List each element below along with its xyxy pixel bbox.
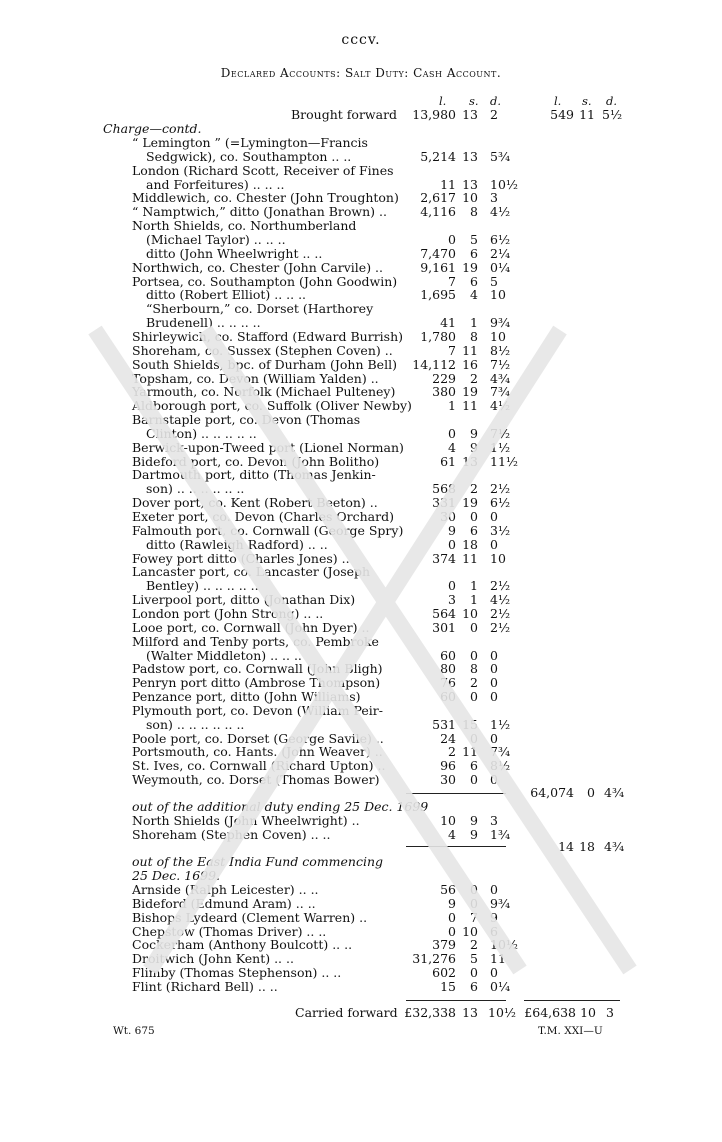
entry-pounds: 1,780 [420, 328, 456, 344]
entry-text: Milford and Tenby ports, co. Pembroke [132, 633, 379, 649]
entry-pounds: 301 [432, 619, 456, 635]
entry-pence: 10 [490, 550, 506, 566]
entry-shillings: 9 [470, 439, 478, 455]
carried-forward-label: Carried forward [295, 1005, 398, 1020]
east-india-entry-shillings: 10 [462, 923, 478, 939]
entry-text: Bideford port, co. Devon (John Bolitho) [132, 453, 380, 469]
carried-forward-rule [406, 1000, 506, 1001]
east-india-entry-shillings: 0 [470, 895, 478, 911]
page-number: cccv. [341, 32, 381, 48]
entry-pence: 0 [490, 730, 498, 746]
entry-pence: 4½ [490, 398, 511, 414]
entry-pence: 6½ [490, 231, 511, 247]
entry-shillings: 10 [462, 190, 478, 206]
entry-text: Looe port, co. Cornwall (John Dyer) .. [132, 619, 370, 635]
entry-pence: 10 [490, 287, 506, 303]
entry-text: Barnstaple port, co. Devon (Thomas [132, 412, 361, 427]
entry-shillings: 0 [470, 730, 478, 746]
east-india-entry-text: Flimby (Thomas Stephenson) .. .. [132, 965, 342, 981]
carried-forward-total-pounds: £64,638 [524, 1005, 576, 1020]
entry-pence: 0 [490, 675, 498, 691]
east-india-entry-pounds: 56 [440, 882, 456, 897]
entry-pounds: 11 [440, 176, 456, 192]
carried-forward-pounds: £32,338 [404, 1005, 456, 1020]
entry-text: son) .. .. .. .. .. .. [146, 481, 245, 497]
entry-pounds: 331 [432, 495, 456, 511]
entry-pence: 8½ [490, 758, 511, 774]
entry-pence: 0 [490, 661, 498, 677]
entry-shillings: 6 [470, 522, 478, 538]
header-shillings-total: s. [582, 94, 592, 108]
header-pence-total: d. [606, 94, 618, 108]
entry-pence: 7¾ [490, 744, 511, 760]
additional-entry-pence: 1¾ [490, 826, 511, 842]
additional-entry-pounds: 4 [448, 826, 456, 842]
entry-pence: 4¾ [490, 370, 511, 386]
east-india-entry-pence: 10½ [490, 937, 519, 953]
entry-shillings: 5 [470, 231, 478, 247]
additional-entry-pounds: 10 [440, 813, 456, 828]
entry-text: “Sherbourn,” co. Dorset (Harthorey [146, 301, 374, 317]
section-heading-charge: Charge—contd. [103, 121, 202, 136]
entry-text: Fowey port ditto (Charles Jones) .. [132, 550, 350, 566]
entry-pence: 11½ [490, 453, 519, 469]
section-heading-east-india-date: 25 Dec. 1699. [132, 868, 221, 883]
entry-shillings: 11 [462, 550, 478, 566]
additional-entry-shillings: 9 [470, 826, 478, 842]
entry-pence: 0 [490, 772, 498, 788]
east-india-entry-shillings: 0 [470, 882, 478, 897]
entry-text: Middlewich, co. Chester (John Troughton) [132, 190, 399, 206]
entry-pounds: 5,214 [420, 148, 456, 164]
entry-pence: 3½ [490, 522, 511, 538]
carried-forward-pence: 10½ [488, 1005, 517, 1020]
entry-pence: 9¾ [490, 315, 511, 331]
east-india-entry-text: Cockerham (Anthony Boulcott) .. .. [132, 937, 353, 953]
entry-shillings: 2 [470, 481, 478, 497]
entry-pounds: 41 [440, 315, 456, 331]
entry-shillings: 0 [470, 689, 478, 704]
entry-pounds: 2 [448, 744, 456, 760]
entry-text: Penryn port ditto (Ambrose Thompson) [132, 675, 381, 691]
east-india-entry-text: Bishops Lydeard (Clement Warren) .. [132, 909, 368, 925]
additional-entry-pence: 3 [490, 813, 498, 828]
entry-pounds: 531 [432, 716, 456, 732]
brought-forward-shillings: 13 [462, 107, 478, 122]
entry-text: (Michael Taylor) .. .. .. [146, 231, 286, 247]
entry-shillings: 0 [470, 509, 478, 524]
east-india-entry-pence: 0 [490, 965, 498, 981]
entry-pence: 7½ [490, 356, 511, 372]
additional-entry-text: Shoreham (Stephen Coven) .. .. [132, 826, 331, 842]
entry-pounds: 0 [448, 425, 456, 441]
entry-pounds: 4 [448, 439, 456, 455]
entry-text: Shirleywich, co. Stafford (Edward Burrish) [132, 328, 404, 344]
entry-shillings: 2 [470, 370, 478, 386]
east-india-entry-pounds: 0 [448, 923, 456, 939]
entry-shillings: 8 [470, 328, 478, 344]
entry-pounds: 2,617 [420, 190, 456, 206]
entry-pounds: 374 [432, 550, 456, 566]
east-india-entry-pounds: 15 [440, 979, 456, 994]
east-india-entry-pounds: 31,276 [412, 951, 456, 967]
entry-shillings: 1 [470, 315, 478, 331]
entry-text: North Shields, co. Northumberland [132, 218, 357, 234]
entry-text: “ Namptwich,” ditto (Jonathan Brown) .. [132, 204, 387, 220]
entry-pence: 10 [490, 328, 506, 344]
entry-pounds: 7 [448, 273, 456, 289]
east-india-entry-text: Chepstow (Thomas Driver) .. .. [132, 923, 327, 939]
additional-entry-text: North Shields (John Wheelwright) .. [132, 813, 360, 828]
entry-pounds: 61 [440, 453, 456, 469]
carried-forward-total-shillings: 10 [580, 1005, 596, 1020]
entry-shillings: 6 [470, 273, 478, 289]
entry-text: Poole port, co. Dorset (George Savile) .. [132, 730, 384, 746]
east-india-entry-pence: 11 [490, 951, 506, 967]
page-title: Declared Accounts: Salt Duty: Cash Account. [220, 66, 502, 80]
entry-pence: 2½ [490, 578, 511, 594]
entry-text: Portsea, co. Southampton (John Goodwin) [132, 273, 398, 289]
entry-pence: 2¼ [490, 245, 511, 261]
entry-shillings: 1 [470, 592, 478, 608]
entry-pence: 0¼ [490, 259, 511, 275]
entry-pounds: 80 [440, 661, 456, 677]
entry-shillings: 13 [462, 148, 478, 164]
entry-pounds: 229 [432, 370, 456, 386]
entry-text: Shoreham, co. Sussex (Stephen Coven) .. [132, 342, 393, 358]
entry-pounds: 60 [440, 647, 456, 663]
entry-text: Lancaster port, co. Lancaster (Joseph [132, 564, 371, 580]
brought-forward-total-pence: 5½ [602, 107, 623, 122]
entry-text: ditto (Rawleigh Radford) .. .. [146, 536, 328, 552]
entry-shillings: 10 [462, 605, 478, 621]
entry-text: Falmouth port, co. Cornwall (George Spry) [132, 522, 404, 538]
entry-pounds: 1,695 [420, 287, 456, 303]
entry-pounds: 96 [440, 758, 456, 774]
entry-shillings: 1 [470, 578, 478, 594]
entry-text: son) .. .. .. .. .. .. [146, 716, 245, 732]
entry-text: South Shields, bpc. of Durham (John Bell) [132, 356, 397, 372]
brought-forward-pounds: 13,980 [412, 107, 456, 122]
entry-pence: 2½ [490, 605, 511, 621]
brought-forward-pence: 2 [490, 107, 498, 122]
entry-pounds: 7,470 [420, 245, 456, 261]
carried-forward-total-pence: 3 [606, 1005, 614, 1020]
carried-forward-total-rule [524, 1000, 620, 1001]
entry-shillings: 13 [462, 453, 478, 469]
east-india-entry-pounds: 0 [448, 909, 456, 925]
entry-text: London (Richard Scott, Receiver of Fines [132, 162, 394, 178]
entry-text: and Forfeitures) .. .. .. [146, 176, 285, 192]
carried-forward-shillings: 13 [462, 1005, 478, 1020]
section-heading-additional: out of the additional duty ending 25 Dec. 1699 [132, 799, 429, 814]
entry-text: Brudenell) .. .. .. .. [146, 315, 261, 331]
east-india-entry-shillings: 6 [470, 979, 478, 994]
subtotal-1-pounds: 64,074 [530, 785, 574, 800]
brought-forward-total-shillings: 11 [579, 107, 595, 122]
entry-pounds: 564 [432, 605, 456, 621]
east-india-entry-pence: 6 [490, 923, 498, 939]
entry-pounds: 0 [448, 578, 456, 594]
east-india-entry-text: Flint (Richard Bell) .. .. [132, 979, 278, 994]
entry-pounds: 0 [448, 231, 456, 247]
entry-pence: 0 [490, 536, 498, 552]
footer-weight-mark: Wt. 675 [113, 1025, 155, 1037]
entry-text: ditto (John Wheelwright .. .. [146, 245, 323, 261]
entry-text: Liverpool port, ditto (Jonathan Dix) [132, 592, 356, 608]
entry-pence: 1½ [490, 716, 511, 732]
entry-pence: 0 [490, 509, 498, 524]
entry-pence: 4½ [490, 592, 511, 608]
entry-pence: 0 [490, 689, 498, 704]
header-shillings: s. [469, 94, 479, 108]
entry-pounds: 14,112 [412, 356, 456, 372]
entry-text: Padstow port, co. Cornwall (John Bligh) [132, 661, 383, 677]
entry-shillings: 2 [470, 675, 478, 691]
entry-text: “ Lemington ” (=Lymington—Francis [132, 135, 368, 150]
entry-pounds: 7 [448, 342, 456, 358]
east-india-entry-shillings: 7 [470, 909, 478, 925]
entry-pence: 2½ [490, 481, 511, 497]
entry-pounds: 4,116 [420, 204, 456, 220]
entry-text: London port (John Strong) .. .. [132, 605, 324, 621]
entry-pounds: 380 [432, 384, 456, 400]
additional-entry-shillings: 9 [470, 813, 478, 828]
entry-shillings: 11 [462, 744, 478, 760]
subtotal-1-shillings: 0 [587, 785, 595, 800]
subtotal-2-shillings: 18 [579, 839, 595, 854]
east-india-entry-pence: 0¼ [490, 979, 511, 994]
entry-pounds: 9,161 [420, 259, 456, 275]
east-india-entry-pounds: 379 [432, 937, 456, 953]
entry-text: Dartmouth port, ditto (Thomas Jenkin- [132, 467, 376, 483]
east-india-entry-pounds: 9 [448, 895, 456, 911]
entry-pounds: 568 [432, 481, 456, 497]
entry-pence: 0 [490, 647, 498, 663]
entry-text: Penzance port, ditto (John Williams) [132, 689, 361, 704]
entry-pence: 2½ [490, 619, 511, 635]
entry-pence: 1½ [490, 439, 511, 455]
entry-shillings: 4 [470, 287, 478, 303]
entry-text: Berwick-upon-Tweed port (Lionel Norman) [132, 439, 404, 455]
entry-pounds: 0 [448, 536, 456, 552]
entry-shillings: 0 [470, 772, 478, 788]
entry-text: Bentley) .. .. .. .. .. [146, 578, 259, 594]
footer-reference: T.M. XXI—U [538, 1025, 603, 1037]
entry-pounds: 60 [440, 689, 456, 704]
entry-pounds: 9 [448, 522, 456, 538]
entry-text: Weymouth, co. Dorset (Thomas Bower) [132, 772, 380, 788]
east-india-entry-pence: 9¾ [490, 895, 511, 911]
entry-shillings: 13 [462, 176, 478, 192]
entry-pence: 7¾ [490, 384, 511, 400]
entry-shillings: 6 [470, 758, 478, 774]
entry-pounds: 30 [440, 509, 456, 524]
entry-text: (Walter Middleton) .. .. .. [146, 647, 302, 663]
entry-pence: 3 [490, 190, 498, 206]
entry-text: Northwich, co. Chester (John Carvile) .. [132, 259, 383, 275]
entry-shillings: 0 [470, 619, 478, 635]
subtotal-rule-2 [406, 846, 506, 847]
entry-pounds: 3 [448, 592, 456, 608]
entry-text: Exeter port, co. Devon (Charles Orchard) [132, 509, 394, 524]
subtotal-2-pounds: 14 [558, 839, 574, 854]
entry-text: Yarmouth, co. Norfolk (Michael Pulteney) [132, 384, 396, 400]
entry-pounds: 24 [440, 730, 456, 746]
entry-shillings: 11 [462, 398, 478, 414]
entry-shillings: 15 [462, 716, 478, 732]
entry-text: Clinton) .. .. .. .. .. [146, 425, 257, 441]
entry-shillings: 8 [470, 204, 478, 220]
entry-pence: 6½ [490, 495, 511, 511]
east-india-entry-text: Bideford (Edmund Aram) .. .. [132, 895, 316, 911]
entry-shillings: 6 [470, 245, 478, 261]
section-heading-east-india: out of the East India Fund commencing [132, 854, 384, 869]
entry-text: Dover port, co. Kent (Robert Beeton) .. [132, 495, 378, 511]
east-india-entry-pounds: 602 [432, 965, 456, 981]
entry-text: Aldborough port, co. Suffolk (Oliver Newby) [132, 398, 412, 414]
header-pence: d. [490, 94, 502, 108]
entry-pence: 5¾ [490, 148, 511, 164]
entry-shillings: 16 [462, 356, 478, 372]
entry-text: ditto (Robert Elliot) .. .. .. [146, 287, 307, 303]
entry-shillings: 19 [462, 495, 478, 511]
brought-forward-total-pounds: 549 [550, 107, 574, 122]
entry-shillings: 0 [470, 647, 478, 663]
entry-pence: 10½ [490, 176, 519, 192]
entry-pence: 7½ [490, 425, 511, 441]
entry-pounds: 76 [440, 675, 456, 691]
entry-pence: 5 [490, 273, 498, 289]
entry-pence: 8½ [490, 342, 511, 358]
header-pounds-total: l. [554, 94, 562, 108]
entry-text: Plymouth port, co. Devon (William Peir- [132, 702, 383, 718]
entry-shillings: 19 [462, 259, 478, 275]
header-pounds: l. [439, 94, 447, 108]
entry-text: Portsmouth, co. Hants. (John Weaver) .. [132, 744, 383, 760]
entry-pence: 4½ [490, 204, 511, 220]
entry-text: St. Ives, co. Cornwall (Richard Upton) .. [132, 758, 386, 774]
entry-shillings: 18 [462, 536, 478, 552]
entry-shillings: 19 [462, 384, 478, 400]
east-india-entry-pence: 0 [490, 882, 498, 897]
brought-forward-label: Brought forward [291, 107, 398, 122]
entry-shillings: 11 [462, 342, 478, 358]
east-india-entry-pence: 9 [490, 909, 498, 925]
east-india-entry-shillings: 5 [470, 951, 478, 967]
subtotal-2-pence: 4¾ [604, 839, 625, 854]
entry-text: Topsham, co. Devon (William Yalden) .. [132, 370, 379, 386]
entry-shillings: 9 [470, 425, 478, 441]
entry-shillings: 8 [470, 661, 478, 677]
east-india-entry-shillings: 0 [470, 965, 478, 981]
entry-pounds: 1 [448, 398, 456, 414]
subtotal-1-pence: 4¾ [604, 785, 625, 800]
entry-pounds: 30 [440, 772, 456, 788]
east-india-entry-shillings: 2 [470, 937, 478, 953]
entry-text: Sedgwick), co. Southampton .. .. [146, 148, 352, 164]
east-india-entry-text: Arnside (Ralph Leicester) .. .. [132, 882, 319, 897]
subtotal-rule-1 [406, 793, 506, 794]
east-india-entry-text: Droitwich (John Kent) .. .. [132, 951, 294, 967]
